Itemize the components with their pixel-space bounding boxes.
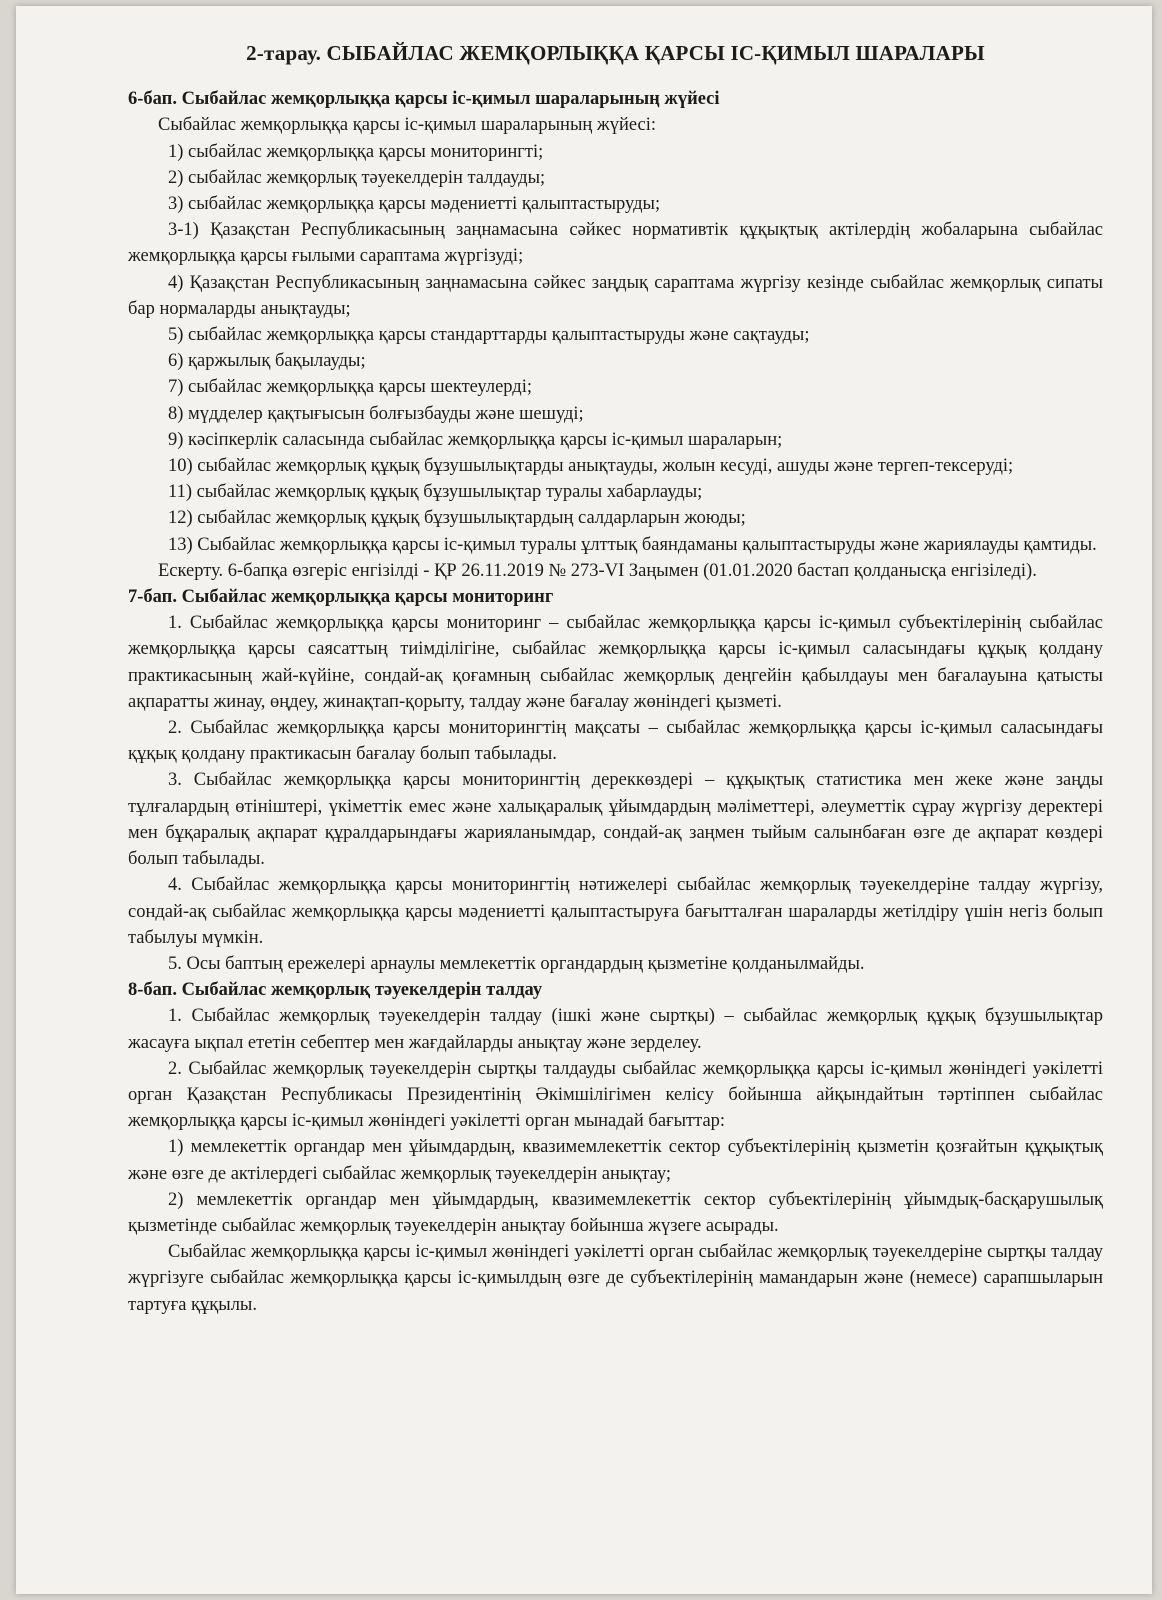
article-6-item: 10) сыбайлас жемқорлық құқық бұзушылықтарды анықтауды, жолын кесуді, ашуды және тергеп-тексеруді; (168, 456, 1014, 477)
article-7-title: 7-бап. Сыбайлас жемқорлыққа қарсы мониторинг (128, 587, 554, 608)
article-7-paragraph: 2. Сыбайлас жемқорлыққа қарсы мониторингтің мақсаты – сыбайлас жемқорлыққа қарсы іс-қимыл саласындағы құқық қолдану практикасын бағалау болып табылады. (128, 718, 1103, 765)
document-content (128, 40, 1103, 1318)
article-8-paragraph: 2. Сыбайлас жемқорлық тәуекелдерін сыртқы талдауды сыбайлас жемқорлыққа қарсы іс-қимыл жөніндегі уәкілетті орган Қазақстан Республикасы Президентінің Әкімшілігімен келісу бойынша айқындайтын тәртіппен сыбайлас жемқорлыққа қарсы іс-қимыл жөніндегі уәкілетті орган мынадай бағыттар: (128, 1058, 1103, 1132)
article-6-item: 1) сыбайлас жемқорлыққа қарсы мониторингті; (168, 141, 544, 162)
article-8-paragraph: Сыбайлас жемқорлыққа қарсы іс-қимыл жөніндегі уәкілетті орган сыбайлас жемқорлық тәуекелдеріне сыртқы талдау жүргізуге сыбайлас жемқорлыққа қарсы іс-қимылдың өзге де субъектілерінің мамандарын және (немесе) сарапшыларын тартуға құқылы. (128, 1242, 1103, 1315)
article-6-item: 11) сыбайлас жемқорлық құқық бұзушылықтар туралы хабарлауды; (168, 482, 703, 503)
article-7-paragraph: 5. Осы баптың ережелері арнаулы мемлекеттік органдардың қызметіне қолданылмайды. (168, 953, 865, 974)
article-6-item: 3-1) Қазақстан Республикасының заңнамасына сәйкес нормативтік құқықтық актілердің жобаларына сыбайлас жемқорлыққа қарсы ғылыми сараптама жүргізуді; (128, 220, 1103, 267)
article-6-item: 4) Қазақстан Республикасының заңнамасына сәйкес заңдық сараптама жүргізу кезінде сыбайлас жемқорлық сипаты бар нормаларды анықтауды; (128, 272, 1103, 319)
article-7-paragraph: 1. Сыбайлас жемқорлыққа қарсы мониторинг – сыбайлас жемқорлыққа қарсы іс-қимыл субъектілерінің сыбайлас жемқорлыққа қарсы саясаттың тиімділігіне, сыбайлас жемқорлыққа қарсы іс-қимыл саласындағы құқық қолдану практикасының жай-күйіне, сондай-ақ қоғамның сыбайлас жемқорлық деңгейін қабылдауы мен бағалауына қатысты ақпаратты жинау, өңдеу, жинақтап-қорыту, талдау және бағалау жөніндегі қызметі. (128, 613, 1103, 712)
article-6-intro: Сыбайлас жемқорлыққа қарсы іс-қимыл шараларының жүйесі: (158, 115, 657, 136)
article-8-paragraph: 2) мемлекеттік органдар мен ұйымдардың, квазимемлекеттік сектор субъектілерінің ұйымдық-басқарушылық қызметінде сыбайлас жемқорлық тәуекелдерін анықтау бойынша жүзеге асырады. (128, 1189, 1103, 1236)
article-8-paragraph: 1) мемлекеттік органдар мен ұйымдардың, квазимемлекеттік сектор субъектілерінің қызметін қозғайтын құқықтық және өзге де актілердегі сыбайлас жемқорлық тәуекелдерін анықтау; (128, 1137, 1103, 1184)
article-6-item: 12) сыбайлас жемқорлық құқық бұзушылықтардың салдарларын жоюды; (168, 508, 746, 529)
article-6-item: 2) сыбайлас жемқорлық тәуекелдерін талдауды; (168, 167, 546, 188)
article-7-paragraph: 3. Сыбайлас жемқорлыққа қарсы мониторингтің дереккөздері – құқықтық статистика мен жеке және заңды тұлғалардың өтініштері, үкіметтік емес және халықаралық ұйымдардың мәліметтері, әлеуметтік сұрау жүргізу деректері мен бұқаралық ақпарат құралдарындағы жарияланымдар, сондай-ақ заңмен тыйым салынбаған өзге де ақпарат көздері болып табылады. (128, 770, 1103, 870)
article-6-item: 13) Сыбайлас жемқорлыққа қарсы іс-қимыл туралы ұлттық баяндаманы қалыптастыруды және жариялауды қамтиды. (168, 534, 1097, 555)
article-6-item: 7) сыбайлас жемқорлыққа қарсы шектеулерді; (168, 377, 532, 398)
article-6-item: 8) мүдделер қақтығысын болғызбауды және шешуді; (168, 403, 584, 424)
article-8-title: 8-бап. Сыбайлас жемқорлық тәуекелдерін талдау (128, 980, 543, 1001)
article-7-paragraph: 4. Сыбайлас жемқорлыққа қарсы мониторингтің нәтижелері сыбайлас жемқорлық тәуекелдеріне талдау жүргізу, сондай-ақ сыбайлас жемқорлыққа қарсы мәдениетті қалыптастыруға бағытталған шараларды жетілдіру үшін негіз болып табылуы мүмкін. (128, 875, 1103, 948)
article-8-paragraph: 1. Сыбайлас жемқорлық тәуекелдерін талдау (ішкі және сыртқы) – сыбайлас жемқорлық құқық бұзушылықтар жасауға ықпал ететін себептер мен жағдайларды анықтау және зерделеу. (128, 1006, 1103, 1053)
article-6-item: 3) сыбайлас жемқорлыққа қарсы мәдениетті қалыптастыруды; (168, 194, 661, 215)
article-6-note: Ескерту. 6-бапқа өзгеріс енгізілді - ҚР 26.11.2019 № 273-VI Заңымен (01.01.2020 бастап қолданысқа енгізіледі). (158, 560, 1037, 581)
article-6-item: 9) кәсіпкерлік саласында сыбайлас жемқорлыққа қарсы іс-қимыл шараларын; (168, 429, 783, 450)
section-title: 2-тарау. СЫБАЙЛАС ЖЕМҚОРЛЫҚҚА ҚАРСЫ ІС-ҚИМЫЛ ШАРАЛАРЫ (246, 41, 985, 65)
document-page (16, 6, 1152, 1594)
article-6-item: 6) қаржылық бақылауды; (168, 351, 366, 372)
article-6-item: 5) сыбайлас жемқорлыққа қарсы стандарттарды қалыптастыруды және сақтауды; (168, 325, 810, 346)
article-6-title: 6-бап. Сыбайлас жемқорлыққа қарсы іс-қимыл шараларының жүйесі (128, 89, 720, 110)
